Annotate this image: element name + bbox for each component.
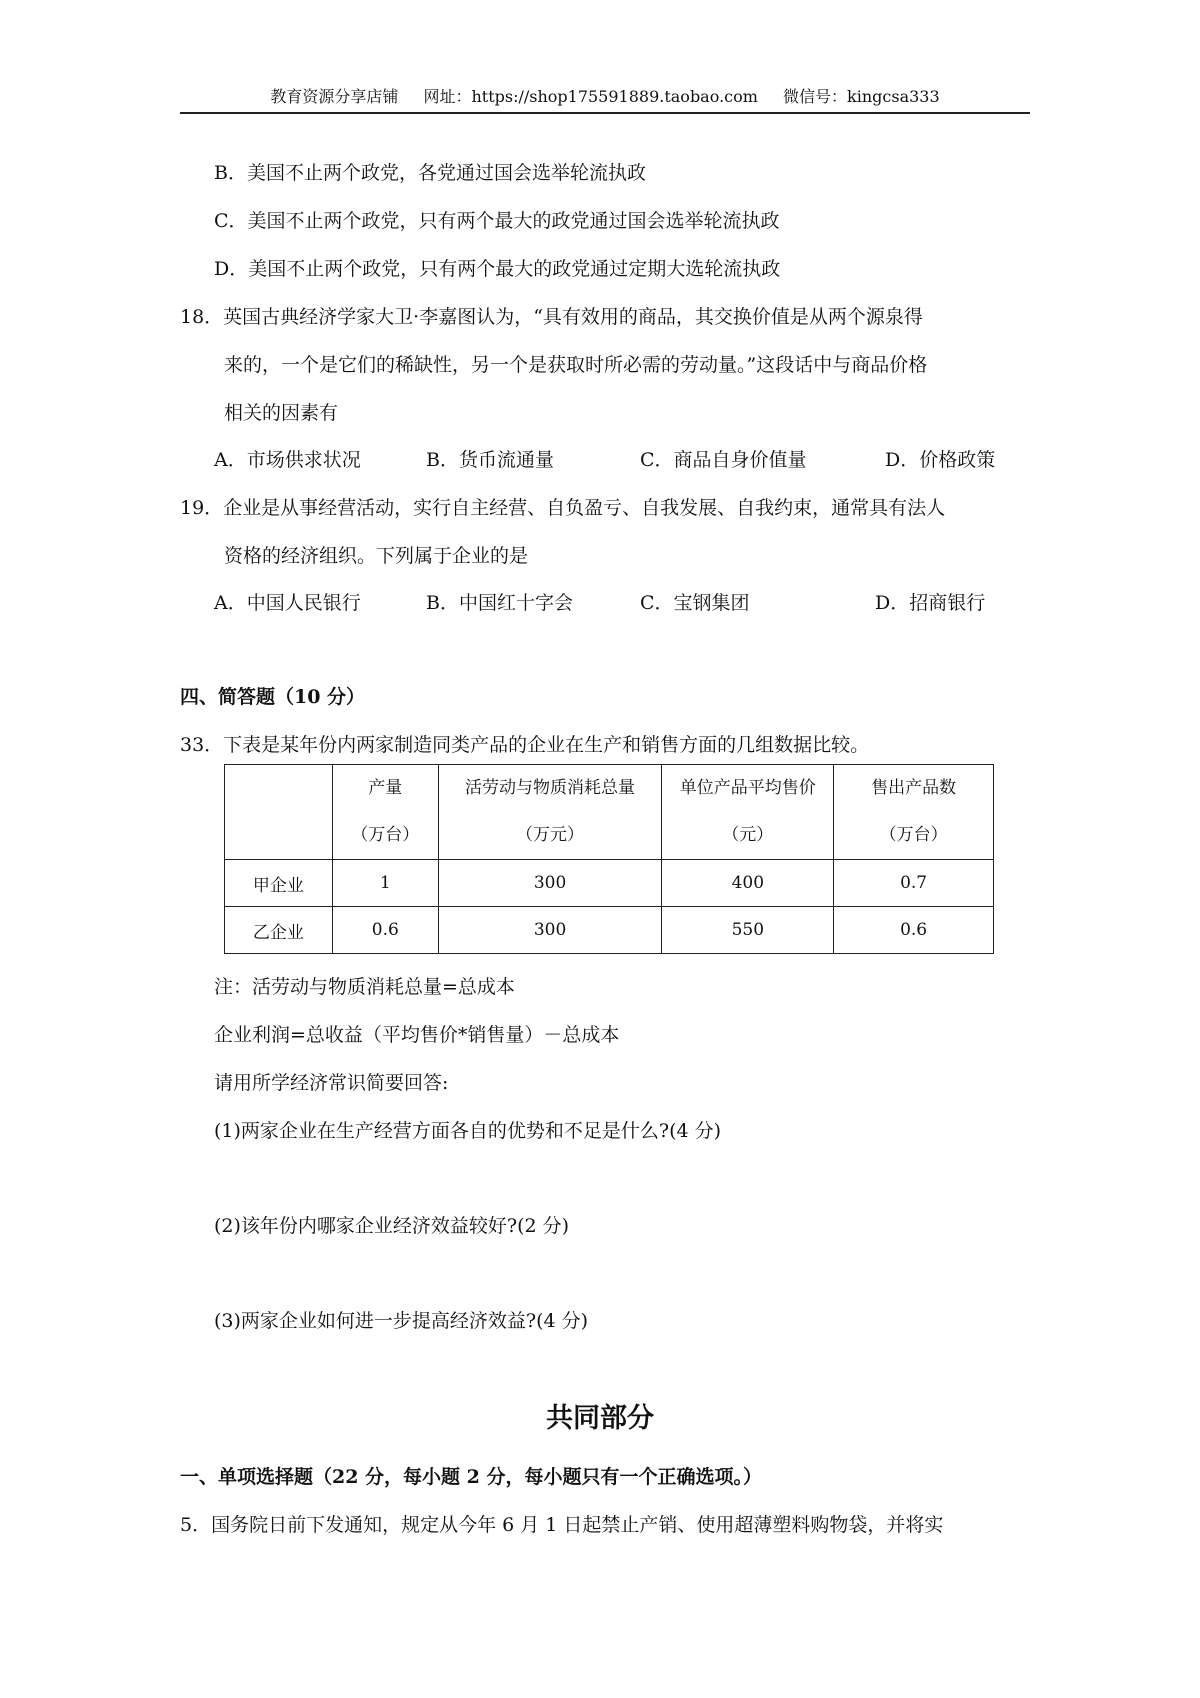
q18-option-d: D．价格政策 — [885, 449, 996, 471]
header-label: 单位产品平均售价 — [679, 778, 816, 798]
q19-line-1: 19．企业是从事经营活动，实行自主经营、自负盈亏、自我发展、自我约束，通常具有法人 — [180, 497, 946, 519]
common-section-title: 共同部分 — [546, 1403, 654, 1434]
table-row — [225, 860, 994, 907]
sub-question-3: (3)两家企业如何进一步提高经济效益?(4 分) — [214, 1310, 589, 1332]
header-shop: 教育资源分享店铺 — [270, 87, 399, 106]
table-cell: 550 — [662, 907, 834, 954]
q5-line-1: 5．国务院日前下发通知，规定从今年 6 月 1 日起禁止产销、使用超薄塑料购物袋，并将实 — [180, 1514, 944, 1536]
table-header-cell — [438, 765, 662, 860]
table-header-cell — [834, 765, 994, 860]
table-cell: 1 — [332, 860, 438, 907]
header-unit: （元） — [722, 825, 774, 845]
table-corner-cell — [225, 765, 333, 860]
row-label: 乙企业 — [225, 907, 333, 954]
note-profit: 企业利润=总收益（平均售价*销售量）－总成本 — [214, 1024, 620, 1046]
section4-title: 四、简答题（10 分） — [180, 686, 366, 708]
page-header — [180, 84, 1030, 114]
table-header-row — [225, 765, 994, 860]
q18-line-1: 18．英国古典经济学家大卫·李嘉图认为，“具有效用的商品，其交换价值是从两个源泉得 — [180, 306, 923, 328]
header-label: 产量 — [368, 778, 403, 798]
header-site: 网址：https://shop175591889.taobao.com — [423, 87, 758, 106]
table-row — [225, 907, 994, 954]
q18-option-a: A．市场供求状况 — [214, 449, 361, 471]
header-label: 售出产品数 — [871, 778, 957, 798]
table-cell: 300 — [438, 907, 662, 954]
comparison-table — [224, 764, 994, 954]
table-header-cell — [662, 765, 834, 860]
table-cell: 0.6 — [332, 907, 438, 954]
header-wechat: 微信号：kingcsa333 — [783, 87, 940, 106]
instruction: 请用所学经济常识简要回答: — [214, 1072, 449, 1094]
table-cell: 400 — [662, 860, 834, 907]
q19-option-c: C．宝钢集团 — [640, 592, 750, 614]
header-unit: （万台） — [351, 825, 420, 845]
q19-option-b: B．中国红十字会 — [426, 592, 573, 614]
sub-question-1: (1)两家企业在生产经营方面各自的优势和不足是什么?(4 分) — [214, 1120, 722, 1142]
q17-option-c: C．美国不止两个政党，只有两个最大的政党通过国会选举轮流执政 — [214, 210, 780, 232]
table-cell: 0.7 — [834, 860, 994, 907]
q19-option-a: A．中国人民银行 — [214, 592, 361, 614]
header-label: 活劳动与物质消耗总量 — [465, 778, 636, 798]
section1-title: 一、单项选择题（22 分，每小题 2 分，每小题只有一个正确选项。） — [180, 1466, 763, 1488]
table-cell: 0.6 — [834, 907, 994, 954]
q18-option-c: C．商品自身价值量 — [640, 449, 807, 471]
q17-option-b: B．美国不止两个政党，各党通过国会选举轮流执政 — [214, 162, 646, 184]
header-unit: （万台） — [879, 825, 948, 845]
q17-option-d: D．美国不止两个政党，只有两个最大的政党通过定期大选轮流执政 — [214, 258, 781, 280]
q18-line-2: 来的，一个是它们的稀缺性，另一个是获取时所必需的劳动量。”这段话中与商品价格 — [224, 354, 928, 376]
note-total-cost: 注：活劳动与物质消耗总量=总成本 — [214, 976, 515, 998]
q18-option-b: B．货币流通量 — [426, 449, 554, 471]
sub-question-2: (2)该年份内哪家企业经济效益较好?(2 分) — [214, 1215, 570, 1237]
header-unit: （万元） — [516, 825, 585, 845]
q33-intro: 33．下表是某年份内两家制造同类产品的企业在生产和销售方面的几组数据比较。 — [180, 734, 870, 756]
q19-line-2: 资格的经济组织。下列属于企业的是 — [224, 545, 529, 567]
q18-line-3: 相关的因素有 — [224, 402, 339, 424]
table-cell: 300 — [438, 860, 662, 907]
row-label: 甲企业 — [225, 860, 333, 907]
table-header-cell — [332, 765, 438, 860]
q19-option-d: D．招商银行 — [875, 592, 986, 614]
